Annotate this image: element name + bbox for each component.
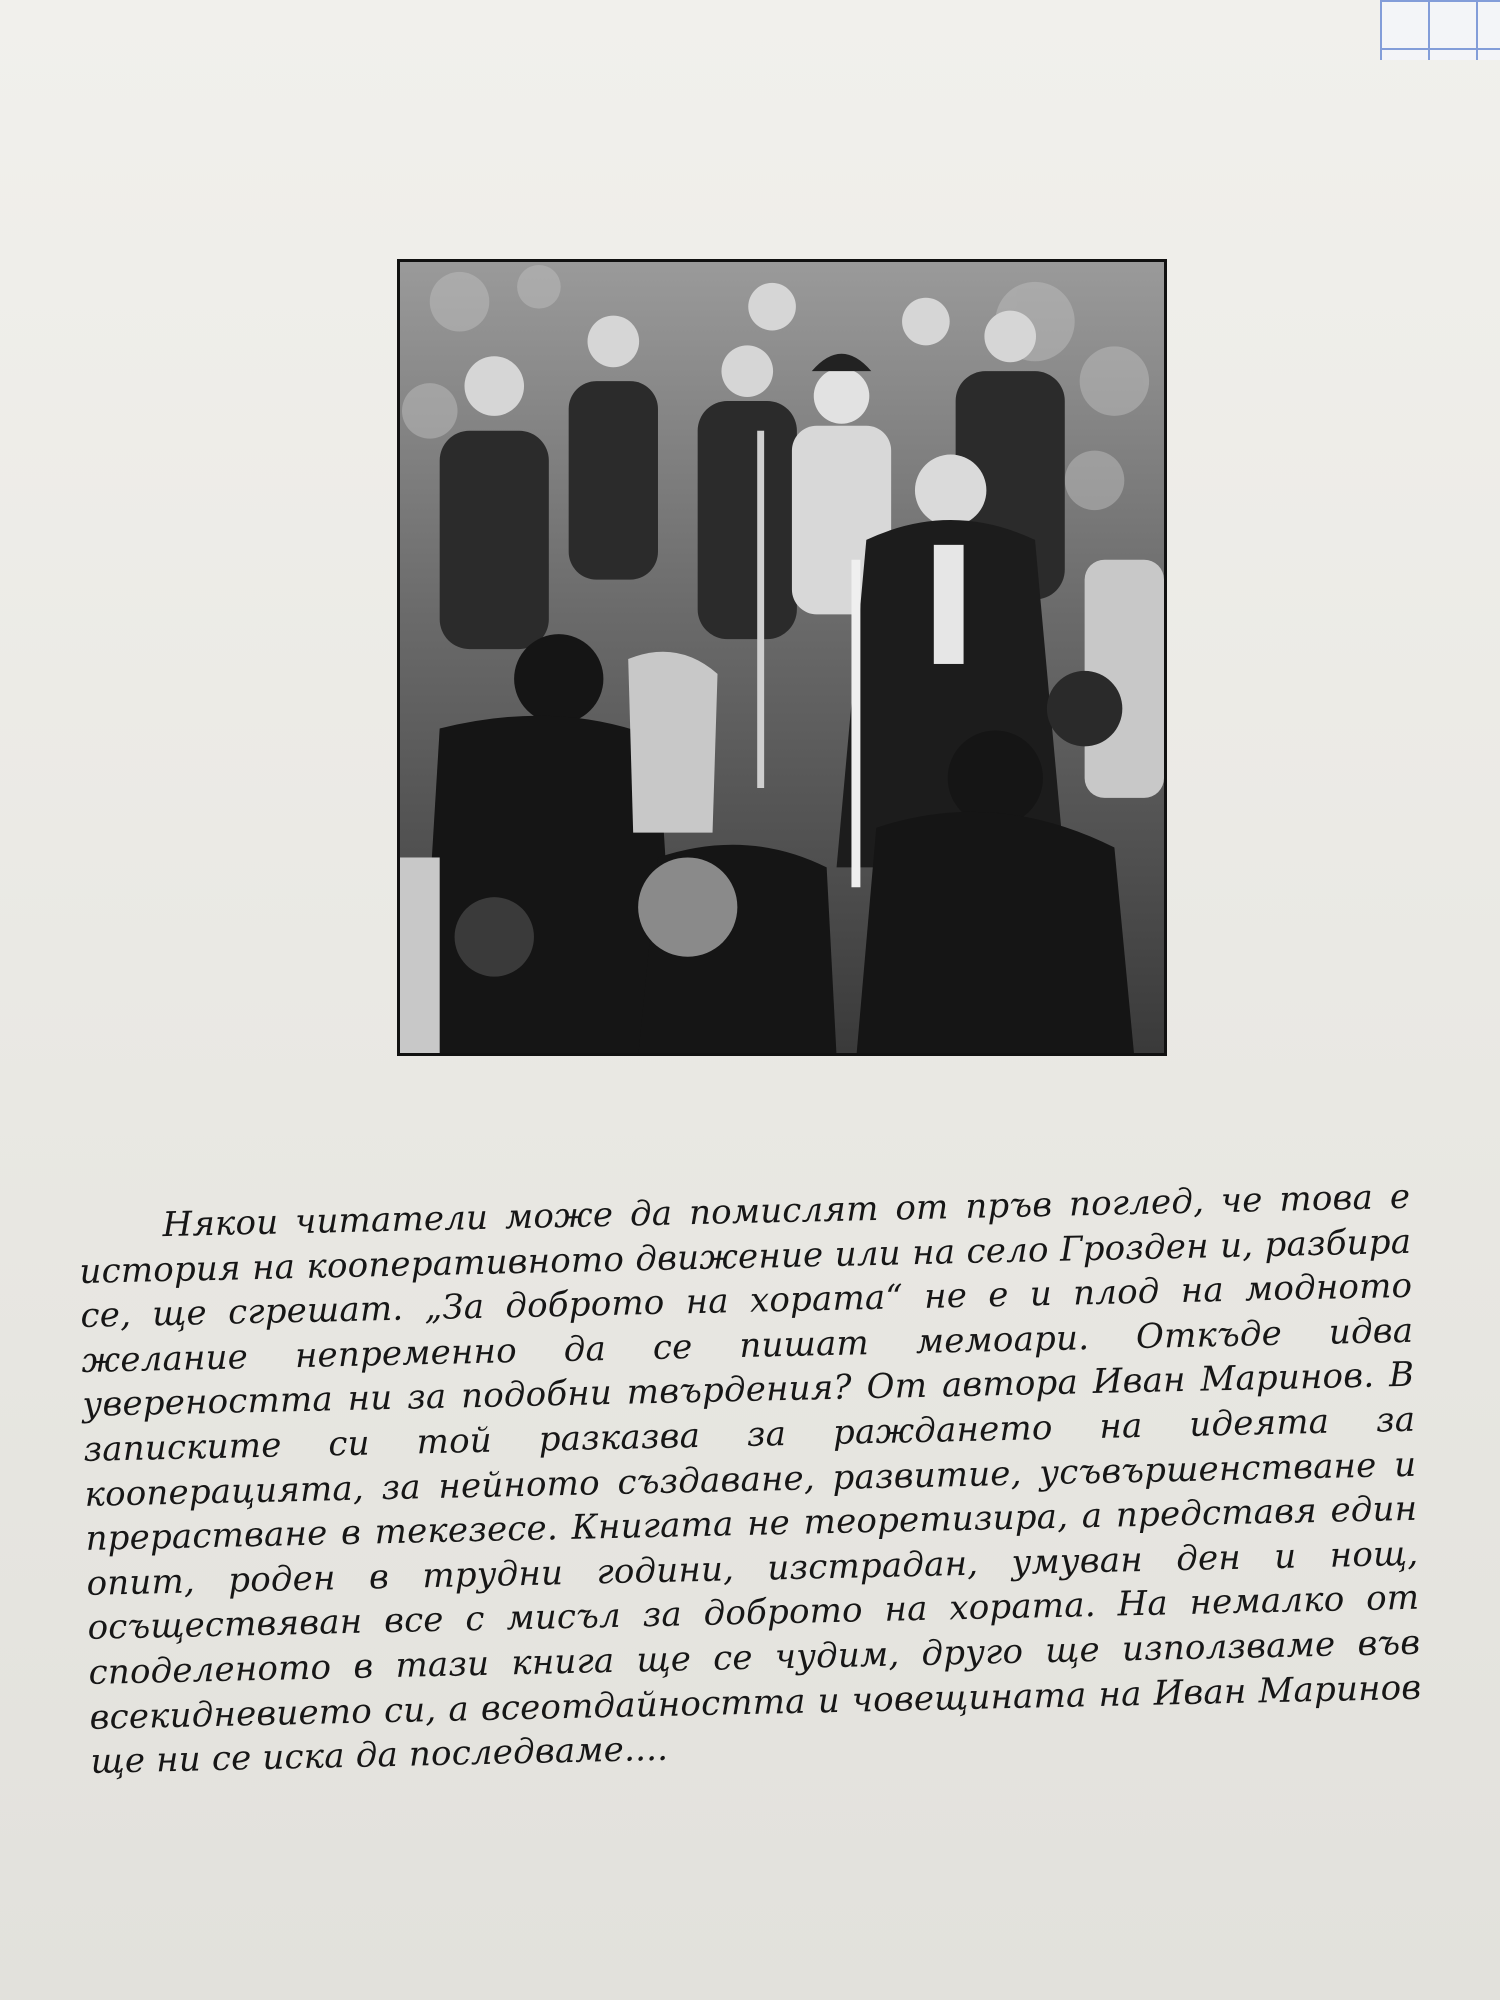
archival-photo — [397, 259, 1167, 1056]
body-paragraph: Някои читатели може да помислят от пръв поглед, че това е история на кооперативното движение или на село Грозден и, разбира се, ще сгрешат. „За доброто на хората“ не е и плод на модното желание непременно да се пишат мемоари. Откъде идва увереността ни за подобни твърдения? От автора Иван Маринов. В записките си той разказва за раждането на идеята за кооперацията, за нейното създаване, развитие, усъвършенстване и прерастване в текезесе. Книгата не теоретизира, а представя един опит, роден в трудни години, изстрадан, умуван ден и нощ, осъществяван все с мисъл за доброто на хората. На немалко от споделеното в тази книга ще се чудим, друго ще използваме във всекидневието си, а всеотдайността и човещината на Иван Маринов ще ни се иска да последваме.... — [79, 1176, 1422, 1782]
photo-illustration — [400, 262, 1164, 1053]
grid-paper-corner — [1380, 0, 1500, 60]
